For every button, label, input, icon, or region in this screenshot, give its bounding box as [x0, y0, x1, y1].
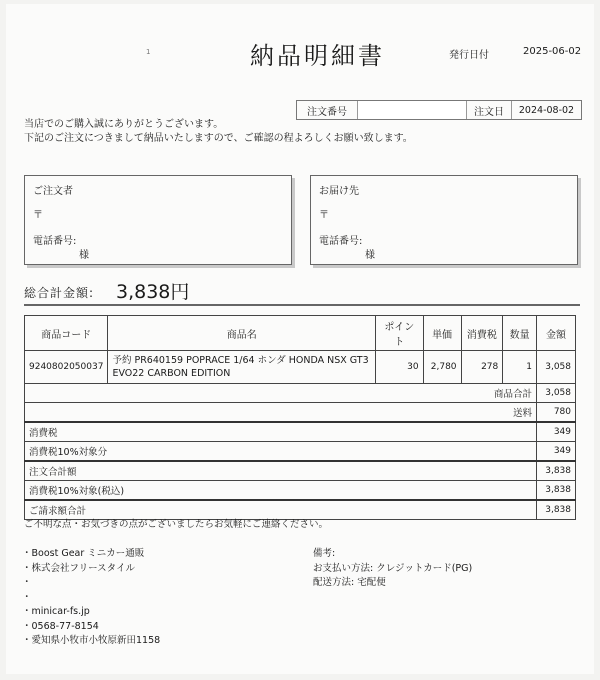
- order-total-row: [25, 461, 576, 481]
- subtotal-label: 商品合計: [25, 384, 537, 403]
- taxable10-value: 3,838: [537, 481, 576, 501]
- subtotal-value: 3,058: [537, 384, 576, 403]
- tax10-row: [25, 442, 576, 462]
- ship-to-zip: 〒: [319, 210, 329, 221]
- col-header-code: 商品コード: [25, 316, 108, 351]
- col-header-tax: 消費税: [461, 316, 503, 351]
- billing-total-value: 3,838: [537, 500, 576, 520]
- buyer-honorific: 様: [79, 250, 89, 261]
- greeting: [24, 118, 413, 146]
- item-tax: 278: [461, 351, 503, 384]
- shop-line: ・Boost Gear ミニカー通販: [22, 548, 145, 559]
- item-qty: 1: [503, 351, 537, 384]
- payment-method: お支払い方法: クレジットカード(PG): [313, 562, 473, 574]
- tax10-label: 消費税10%対象分: [25, 442, 537, 462]
- ship-to-tel-label: 電話番号:: [319, 236, 363, 247]
- col-header-points: ポイント: [376, 316, 424, 351]
- tax-row: [25, 422, 576, 442]
- ship-to-honorific: 様: [365, 250, 375, 261]
- tax-label: 消費税: [25, 422, 537, 442]
- table-row: [25, 351, 576, 384]
- shop-info: [22, 547, 160, 649]
- greeting-line: 下記のご注文につきまして納品いたしますので、ご確認の程よろしくお願い致します。: [24, 133, 413, 144]
- col-header-amount: 金額: [537, 316, 576, 351]
- order-info-box: [296, 100, 582, 120]
- order-number: [357, 101, 467, 119]
- shop-line: ・株式会社フリースタイル: [22, 562, 135, 574]
- item-points: 30: [376, 351, 424, 384]
- items-table: [24, 315, 576, 520]
- buyer-box: [24, 175, 292, 265]
- ship-to-label: お届け先: [319, 186, 359, 197]
- shop-line: ・0568-77-8154: [22, 620, 99, 632]
- buyer-tel-label: 電話番号:: [33, 236, 77, 247]
- item-code: 9240802050037: [25, 351, 108, 384]
- order-date-label: 注文日: [474, 106, 504, 118]
- item-name: 予約 PR640159 POPRACE 1/64 ホンダ HONDA NSX GT3 EVO22 CARBON EDITION: [108, 351, 376, 384]
- issue-date: 2025-06-02: [523, 46, 582, 57]
- remarks-label: 備考:: [313, 548, 336, 559]
- tax10-value: 349: [537, 442, 576, 462]
- order-number-label: 注文番号: [307, 106, 347, 118]
- col-header-qty: 数量: [503, 316, 537, 351]
- subtotal-row: [25, 384, 576, 403]
- buyer-zip: 〒: [33, 210, 43, 221]
- shipping-label: 送料: [25, 403, 537, 423]
- remarks: [313, 547, 472, 591]
- ship-to-box: [310, 175, 578, 265]
- document-title: 納品明細書: [250, 42, 385, 70]
- buyer-label: ご注文者: [33, 186, 73, 197]
- shipping-row: [25, 403, 576, 423]
- shop-line: ・: [22, 591, 32, 603]
- shipping-value: 780: [537, 403, 576, 423]
- total-divider: [24, 304, 580, 306]
- col-header-unit-price: 単価: [423, 316, 461, 351]
- col-header-name: 商品名: [108, 316, 376, 351]
- item-unit-price: 2,780: [423, 351, 461, 384]
- delivery-method: 配送方法: 宅配便: [313, 577, 386, 588]
- shop-line: ・愛知県小牧市小牧原新田1158: [22, 635, 161, 646]
- item-amount: 3,058: [537, 351, 576, 384]
- page-mark: 1: [146, 48, 151, 56]
- taxable10-row: [25, 481, 576, 501]
- greeting-line: 当店でのご購入誠にありがとうございます。: [24, 119, 224, 130]
- grand-total-label: 総合計金額:: [24, 286, 95, 300]
- notice-text: ご不明な点・お気づきの点がございましたらお気軽にご連絡ください。: [24, 519, 329, 530]
- order-total-value: 3,838: [537, 461, 576, 481]
- tax-value: 349: [537, 422, 576, 442]
- shop-line: ・minicar-fs.jp: [22, 606, 90, 617]
- order-total-label: 注文合計額: [25, 461, 537, 481]
- shop-line: ・: [22, 577, 32, 588]
- issue-date-label: 発行日付: [449, 50, 489, 61]
- order-date: 2024-08-02: [511, 101, 581, 119]
- table-header-row: [25, 316, 576, 351]
- grand-total-value: 3,838円: [116, 281, 190, 303]
- taxable10-label: 消費税10%対象(税込): [25, 481, 537, 501]
- billing-total-label: ご請求額合計: [25, 500, 537, 520]
